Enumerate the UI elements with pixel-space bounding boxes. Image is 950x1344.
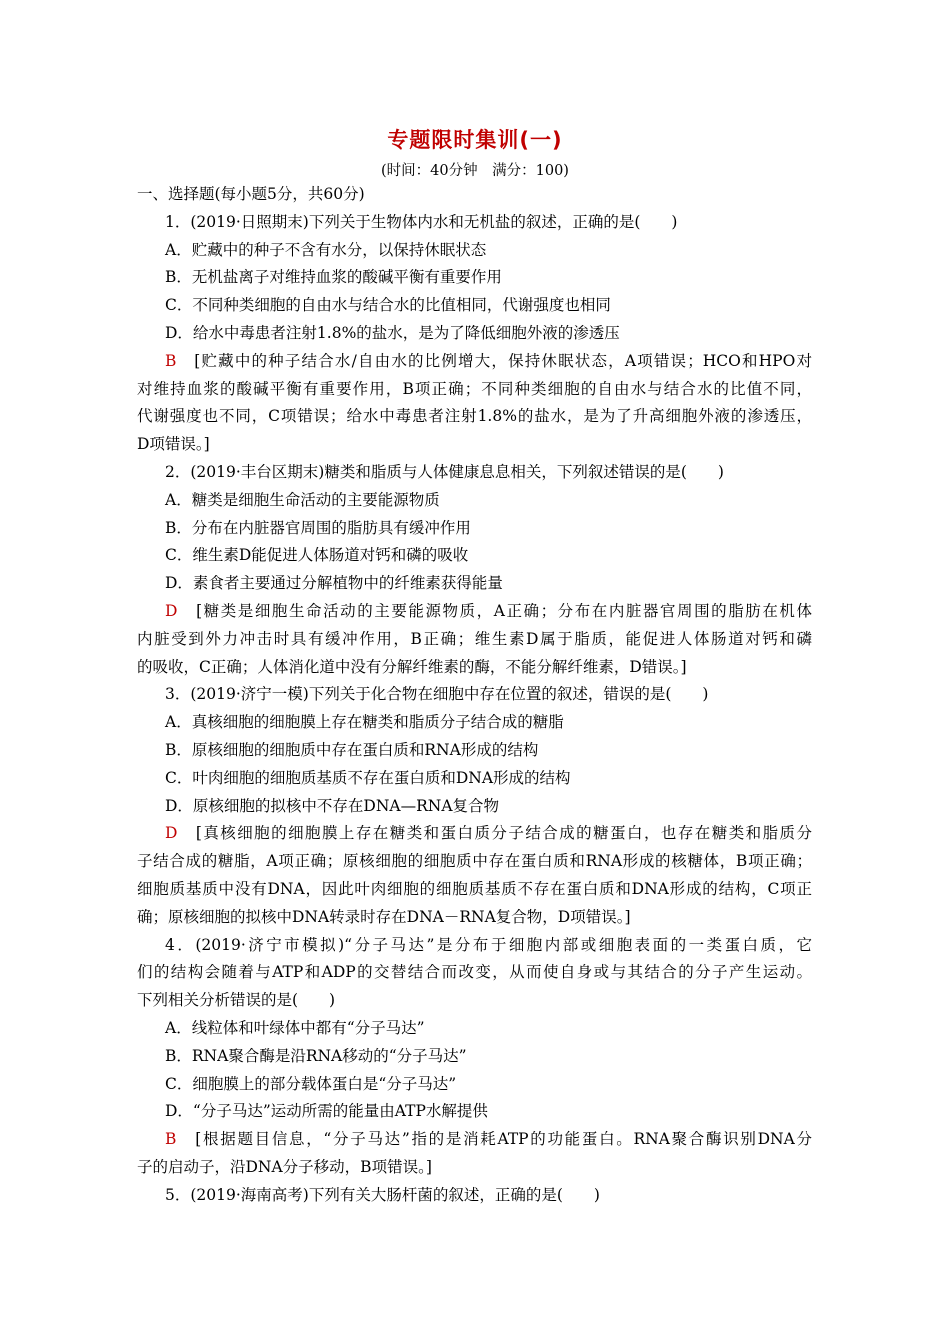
- question-stem: 2．(2019·丰台区期末)糖类和脂质与人体健康息息相关，下列叙述错误的是( ): [165, 463, 724, 481]
- question-option: C．维生素D能促进人体肠道对钙和磷的吸收: [165, 546, 469, 565]
- question-option: D．给水中毒患者注射1.8%的盐水，是为了降低细胞外液的渗透压: [165, 324, 620, 342]
- answer-explanation: B [贮藏中的种子结合水/自由水的比例增大，保持休眠状态，A项错误；HCO和HPO对: [165, 351, 812, 370]
- answer-explanation: 细胞质基质中没有DNA，因此叶肉细胞的细胞质基质不存在蛋白质和DNA形成的结构，C项正: [137, 880, 812, 898]
- answer-explanation: 内脏受到外力冲击时具有缓冲作用，B正确；维生素D属于脂质，能促进人体肠道对钙和磷: [137, 629, 812, 648]
- question-option: B．RNA聚合酶是沿RNA移动的“分子马达”: [165, 1046, 467, 1065]
- answer-explanation: 子结合成的糖脂，A项正确；原核细胞的细胞质中存在蛋白质和RNA形成的核糖体，B项正确；: [137, 852, 812, 871]
- question-stem: 1．(2019·日照期末)下列关于生物体内水和无机盐的叙述，正确的是( ): [165, 212, 678, 231]
- question-option: B．分布在内脏器官周围的脂肪具有缓冲作用: [165, 518, 471, 537]
- answer-explanation: 确；原核细胞的拟核中DNA转录时存在DNA－RNA复合物，D项错误。]: [137, 907, 631, 926]
- answer-explanation: D [真核细胞的细胞膜上存在糖类和蛋白质分子结合成的糖蛋白，也存在糖类和脂质分: [165, 824, 812, 843]
- question-option: D．素食者主要通过分解植物中的纤维素获得能量: [165, 574, 503, 593]
- question-option: C．叶肉细胞的细胞质基质不存在蛋白质和DNA形成的结构: [165, 768, 571, 787]
- question-option: C．细胞膜上的部分载体蛋白是“分子马达”: [165, 1074, 457, 1093]
- question-option: A．真核细胞的细胞膜上存在糖类和脂质分子结合成的糖脂: [165, 713, 564, 732]
- question-option: D．原核细胞的拟核中不存在DNA—RNA复合物: [165, 796, 500, 815]
- question-option: A．糖类是细胞生命活动的主要能源物质: [165, 490, 440, 509]
- answer-letter: D: [165, 824, 178, 843]
- question-option: A．贮藏中的种子不含有水分，以保持休眠状态: [165, 240, 487, 259]
- page-subtitle: (时间：40分钟 满分：100): [381, 163, 569, 179]
- answer-letter: D: [165, 602, 178, 620]
- section-heading: 一、选择题(每小题5分，共60分): [137, 185, 365, 203]
- question-stem: 5．(2019·海南高考)下列有关大肠杆菌的叙述，正确的是( ): [165, 1185, 600, 1204]
- question-stem: 4．(2019·济宁市模拟)“分子马达”是分布于细胞内部或细胞表面的一类蛋白质，它: [165, 935, 812, 954]
- question-stem: 3．(2019·济宁一模)下列关于化合物在细胞中存在位置的叙述，错误的是( ): [165, 685, 709, 704]
- page-title: 专题限时集训(一): [387, 128, 563, 152]
- answer-letter: B: [165, 351, 177, 370]
- answer-explanation: 代谢强度也不同，C项错误；给水中毒患者注射1.8%的盐水，是为了升高细胞外液的渗透压，: [137, 407, 812, 426]
- answer-letter: B: [165, 1130, 177, 1149]
- answer-explanation: 的吸收，C正确；人体消化道中没有分解纤维素的酶，不能分解纤维素，D错误。]: [137, 657, 687, 676]
- question-stem: 们的结构会随着与ATP和ADP的交替结合而改变，从而使自身或与其结合的分子产生运动。: [137, 963, 812, 982]
- answer-explanation: D [糖类是细胞生命活动的主要能源物质，A正确；分布在内脏器官周围的脂肪在机体: [165, 602, 812, 620]
- question-option: D．“分子马达”运动所需的能量由ATP水解提供: [165, 1102, 488, 1121]
- question-option: A．线粒体和叶绿体中都有“分子马达”: [165, 1019, 425, 1037]
- answer-explanation: D项错误。]: [137, 435, 210, 454]
- question-option: B．原核细胞的细胞质中存在蛋白质和RNA形成的结构: [165, 741, 539, 759]
- question-stem: 下列相关分析错误的是( ): [137, 991, 336, 1010]
- question-option: C．不同种类细胞的自由水与结合水的比值相同，代谢强度也相同: [165, 296, 611, 315]
- answer-explanation: 对维持血浆的酸碱平衡有重要作用，B项正确；不同种类细胞的自由水与结合水的比值不同，: [137, 379, 812, 398]
- question-option: B．无机盐离子对维持血浆的酸碱平衡有重要作用: [165, 268, 502, 287]
- answer-explanation: B [根据题目信息，“分子马达”指的是消耗ATP的功能蛋白。RNA聚合酶识别DNA分: [165, 1130, 812, 1149]
- answer-explanation: 子的启动子，沿DNA分子移动，B项错误。]: [137, 1158, 432, 1176]
